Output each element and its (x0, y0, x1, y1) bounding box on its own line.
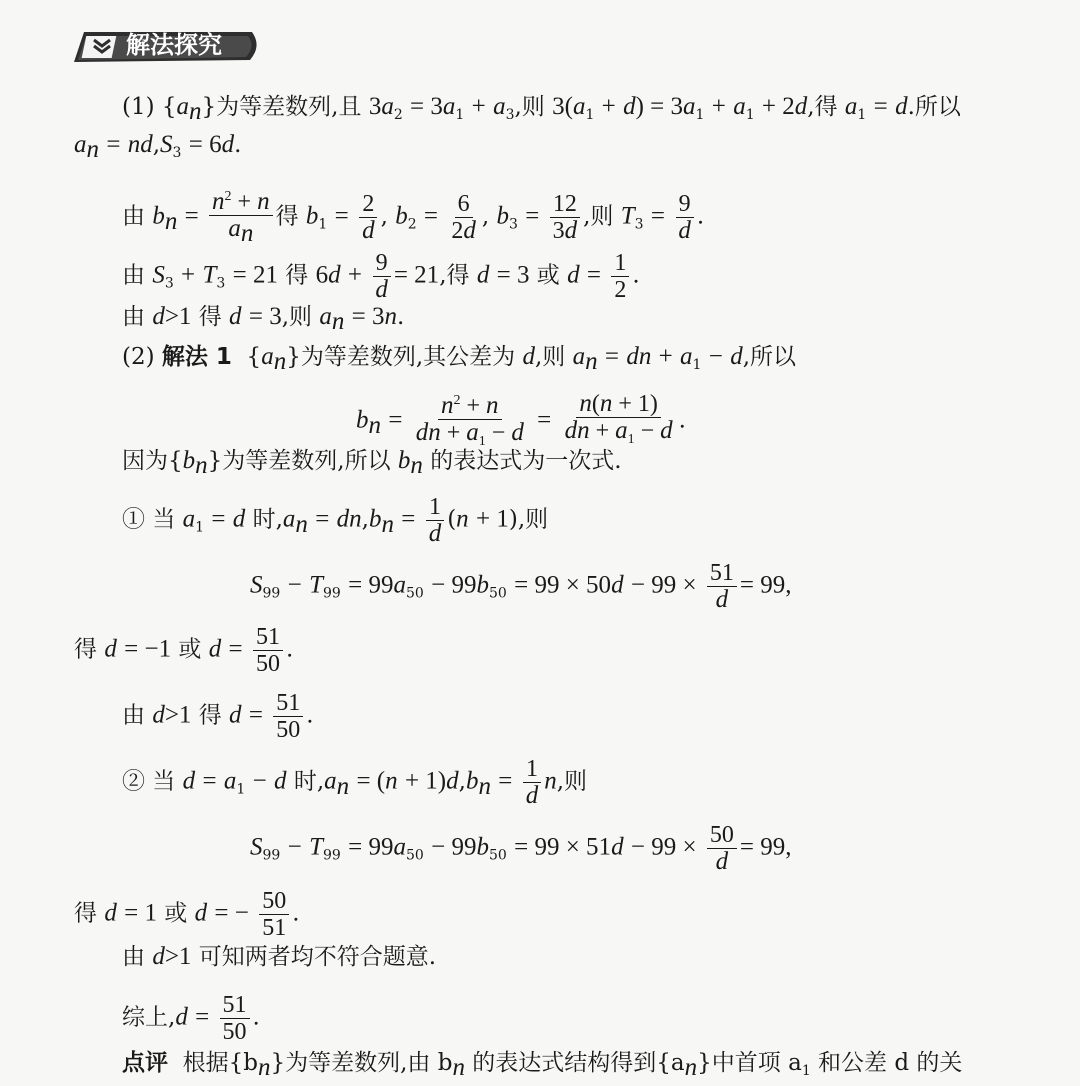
summary-line: 综上,d = $\frac{51}{50}$ . (122, 992, 260, 1045)
part1-line2: $a_n = nd,S_3 = 6d$. (74, 131, 242, 163)
case2-result: 得 d = 1 或 d = − $\frac{50}{51}$ . (74, 888, 300, 941)
case2-line: ② 当 $d = a_1 - d$ 时$,a_n = (n + 1)d,b_n$ = $\frac{1}{d}$ n,则 (122, 756, 587, 809)
part1-line5: 由 d>1 得 d = 3,则 $a_n = 3n$. (122, 303, 405, 335)
case1-line: ① 当 $a_1 = d$ 时$,a_n = dn,b_n$ = $\frac{1}{d}$ (n + 1),则 (122, 494, 549, 547)
part2-line2: 因为$\{b_n\}$为等差数列,所以 $b_n$ 的表达式为一次式. (122, 447, 622, 479)
comment-line: 点评 根据$\{b_n\}$为等差数列,由 $b_n$ 的表达式结构得到$\{a_n\}$中首项 $a_1$ 和公差 d 的关 (122, 1050, 963, 1081)
part1-line1: (1) $\{a_n\}$为等差数列,且 $3a_2 = 3a_1 + a_3$,则 $3(a_1 + d) = 3a_1 + a_1 + 2d$,得 $a_1 = d$.所以 (122, 93, 961, 125)
case1-result: 得 d = −1 或 d = $\frac{51}{50}$ . (74, 624, 294, 677)
part2-formula-bn: $b_n$ = $\frac{n^2 + n}{dn + a_1 - d}$ = $\frac{n(n + 1)}{dn + a_1 - d}$ . (356, 389, 686, 449)
part1-line3: 由 $b_n$ = $\frac{n^2 + n}{a_n}$ 得 $b_1$ = $\frac{2}{d}$ , $b_2$ = $\frac{6}{2d}$ , $b_3$ = $\frac{12}{3d}$ ,则 $T_3$ = $\frac{9}{d}$ . (122, 184, 704, 251)
part1-line4: 由 $S_3 + T_3 = 21$ 得 6d + $\frac{9}{d}$ = 21,得 d = 3 或 d = $\frac{1}{2}$ . (122, 250, 640, 303)
case2-formula: $S_{99} - T_{99} = 99a_{50} - 99b_{50} = 99 \times 51d - 99$ × $\frac{50}{d}$ = 99, (250, 822, 792, 875)
section-title: 解法探究 (126, 31, 222, 59)
case2-conclusion: 由 d>1 可知两者均不符合题意. (122, 943, 437, 970)
part2-line1: (2) 解法 1 $\{a_n\}$为等差数列,其公差为 d,则 $a_n$ = dn + $a_1 - d$,所以 (122, 343, 797, 375)
case1-conclusion: 由 d>1 得 d = $\frac{51}{50}$ . (122, 690, 314, 743)
case1-formula: $S_{99} - T_{99} = 99a_{50} - 99b_{50} = 99 \times 50d - 99$ × $\frac{51}{d}$ = 99, (250, 560, 792, 613)
